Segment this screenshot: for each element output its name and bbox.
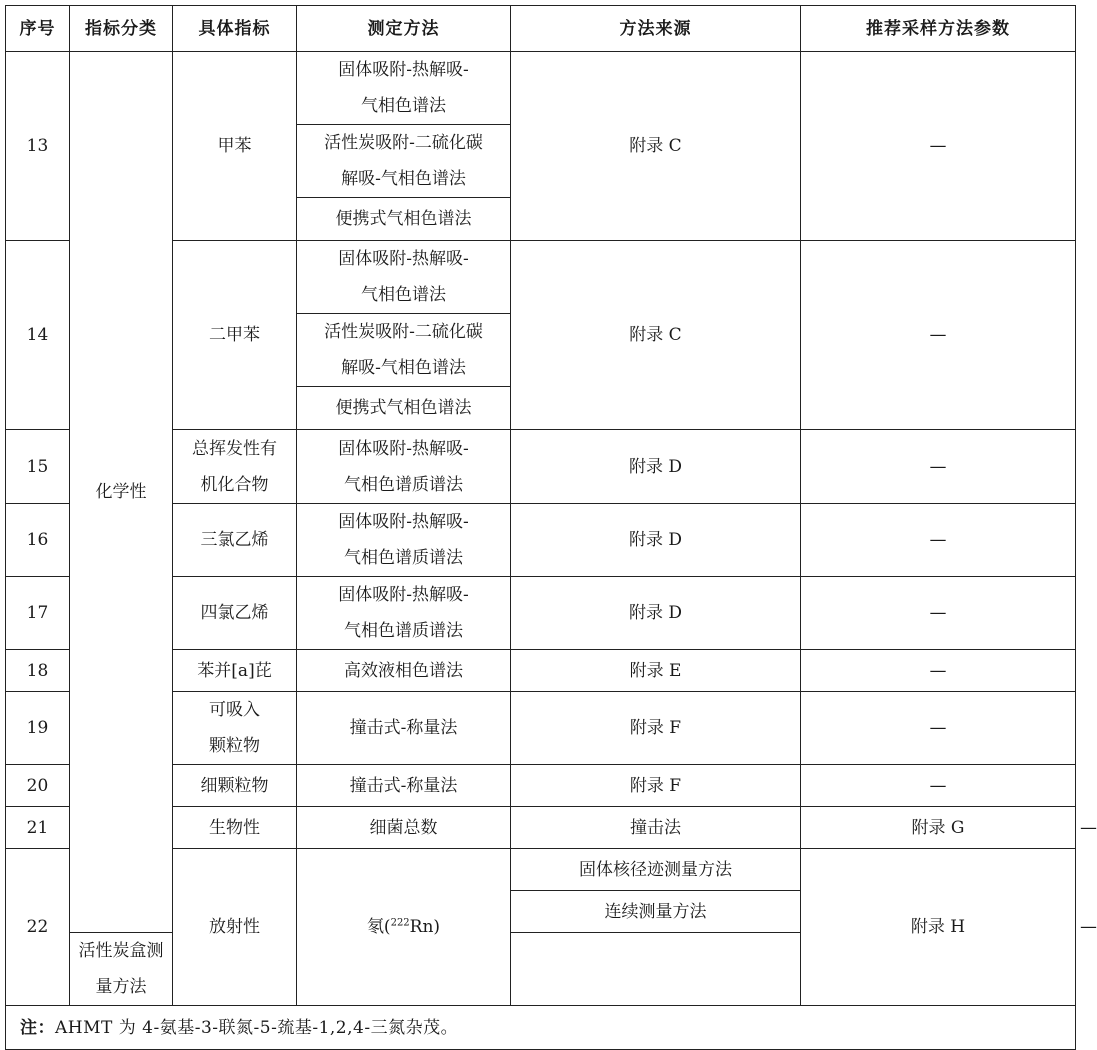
indicator-cell: 四氯乙烯 xyxy=(173,577,297,650)
method-cell: 连续测量方法 xyxy=(511,891,801,933)
source-cell: 附录 D xyxy=(511,577,801,650)
category-chemical: 化学性 xyxy=(70,52,173,933)
method-cell: 活性炭吸附-二硫化碳 解吸-气相色谱法 xyxy=(297,314,511,387)
table-row: 22 放射性 氡($^{222}$Rn) 固体核径迹测量方法 附录 H — xyxy=(6,849,1076,891)
header-method: 测定方法 xyxy=(297,6,511,52)
row-no: 20 xyxy=(6,765,70,807)
category-radioactive: 放射性 xyxy=(173,849,297,1006)
source-cell: 附录 C xyxy=(511,52,801,241)
indicator-cell: 细颗粒物 xyxy=(173,765,297,807)
params-cell: — xyxy=(801,504,1076,577)
source-cell: 附录 C xyxy=(511,241,801,430)
table-row: 21 生物性 细菌总数 撞击法 附录 G — xyxy=(6,807,1076,849)
header-no: 序号 xyxy=(6,6,70,52)
method-cell: 高效液相色谱法 xyxy=(297,650,511,692)
note-row xyxy=(6,1006,1076,1050)
method-cell: 便携式气相色谱法 xyxy=(297,198,511,241)
source-cell: 附录 D xyxy=(511,430,801,504)
method-cell: 固体吸附-热解吸- 气相色谱质谱法 xyxy=(297,430,511,504)
params-cell: — xyxy=(801,765,1076,807)
source-cell: 附录 H xyxy=(801,849,1076,1006)
params-cell: — xyxy=(801,52,1076,241)
method-cell: 固体吸附-热解吸- 气相色谱法 xyxy=(297,241,511,314)
row-no: 22 xyxy=(6,849,70,1006)
indicator-cell: 氡($^{222}$Rn) xyxy=(297,849,511,1006)
note-text: AHMT 为 4-氨基-3-联氮-5-巯基-1,2,4-三氮杂茂。 xyxy=(55,1017,459,1038)
header-category: 指标分类 xyxy=(70,6,173,52)
method-cell: 活性炭吸附-二硫化碳 解吸-气相色谱法 xyxy=(297,125,511,198)
params-cell: — xyxy=(801,241,1076,430)
row-no: 15 xyxy=(6,430,70,504)
table-note xyxy=(6,1006,1076,1050)
method-cell: 撞击法 xyxy=(511,807,801,849)
indicator-table xyxy=(5,5,1097,1050)
indicator-cell: 总挥发性有 机化合物 xyxy=(173,430,297,504)
header-source: 方法来源 xyxy=(511,6,801,52)
indicator-cell: 三氯乙烯 xyxy=(173,504,297,577)
row-no: 13 xyxy=(6,52,70,241)
row-no: 19 xyxy=(6,692,70,765)
header-row xyxy=(6,6,1076,52)
header-params: 推荐采样方法参数 xyxy=(801,6,1076,52)
source-cell: 附录 F xyxy=(511,765,801,807)
method-cell: 固体吸附-热解吸- 气相色谱质谱法 xyxy=(297,577,511,650)
indicator-cell: 二甲苯 xyxy=(173,241,297,430)
indicator-cell: 可吸入 颗粒物 xyxy=(173,692,297,765)
method-cell: 固体吸附-热解吸- 气相色谱法 xyxy=(297,52,511,125)
row-no: 18 xyxy=(6,650,70,692)
method-cell: 撞击式-称量法 xyxy=(297,692,511,765)
source-cell: 附录 G xyxy=(801,807,1076,849)
row-no: 16 xyxy=(6,504,70,577)
row-no: 17 xyxy=(6,577,70,650)
category-biological: 生物性 xyxy=(173,807,297,849)
source-cell: 附录 F xyxy=(511,692,801,765)
method-cell: 固体吸附-热解吸- 气相色谱质谱法 xyxy=(297,504,511,577)
method-cell: 活性炭盒测量方法 xyxy=(70,933,173,1006)
source-cell: 附录 E xyxy=(511,650,801,692)
params-cell: — xyxy=(801,650,1076,692)
params-cell: — xyxy=(801,430,1076,504)
indicator-cell: 甲苯 xyxy=(173,52,297,241)
row-no: 21 xyxy=(6,807,70,849)
table-row xyxy=(6,52,1076,125)
row-no: 14 xyxy=(6,241,70,430)
params-cell: — xyxy=(801,692,1076,765)
indicator-cell: 细菌总数 xyxy=(297,807,511,849)
params-cell: — xyxy=(801,577,1076,650)
source-cell: 附录 D xyxy=(511,504,801,577)
note-label: 注： xyxy=(20,1017,55,1038)
method-cell: 固体核径迹测量方法 xyxy=(511,849,801,891)
header-indicator: 具体指标 xyxy=(173,6,297,52)
method-cell: 撞击式-称量法 xyxy=(297,765,511,807)
indicator-cell: 苯并[a]芘 xyxy=(173,650,297,692)
method-cell: 便携式气相色谱法 xyxy=(297,387,511,430)
